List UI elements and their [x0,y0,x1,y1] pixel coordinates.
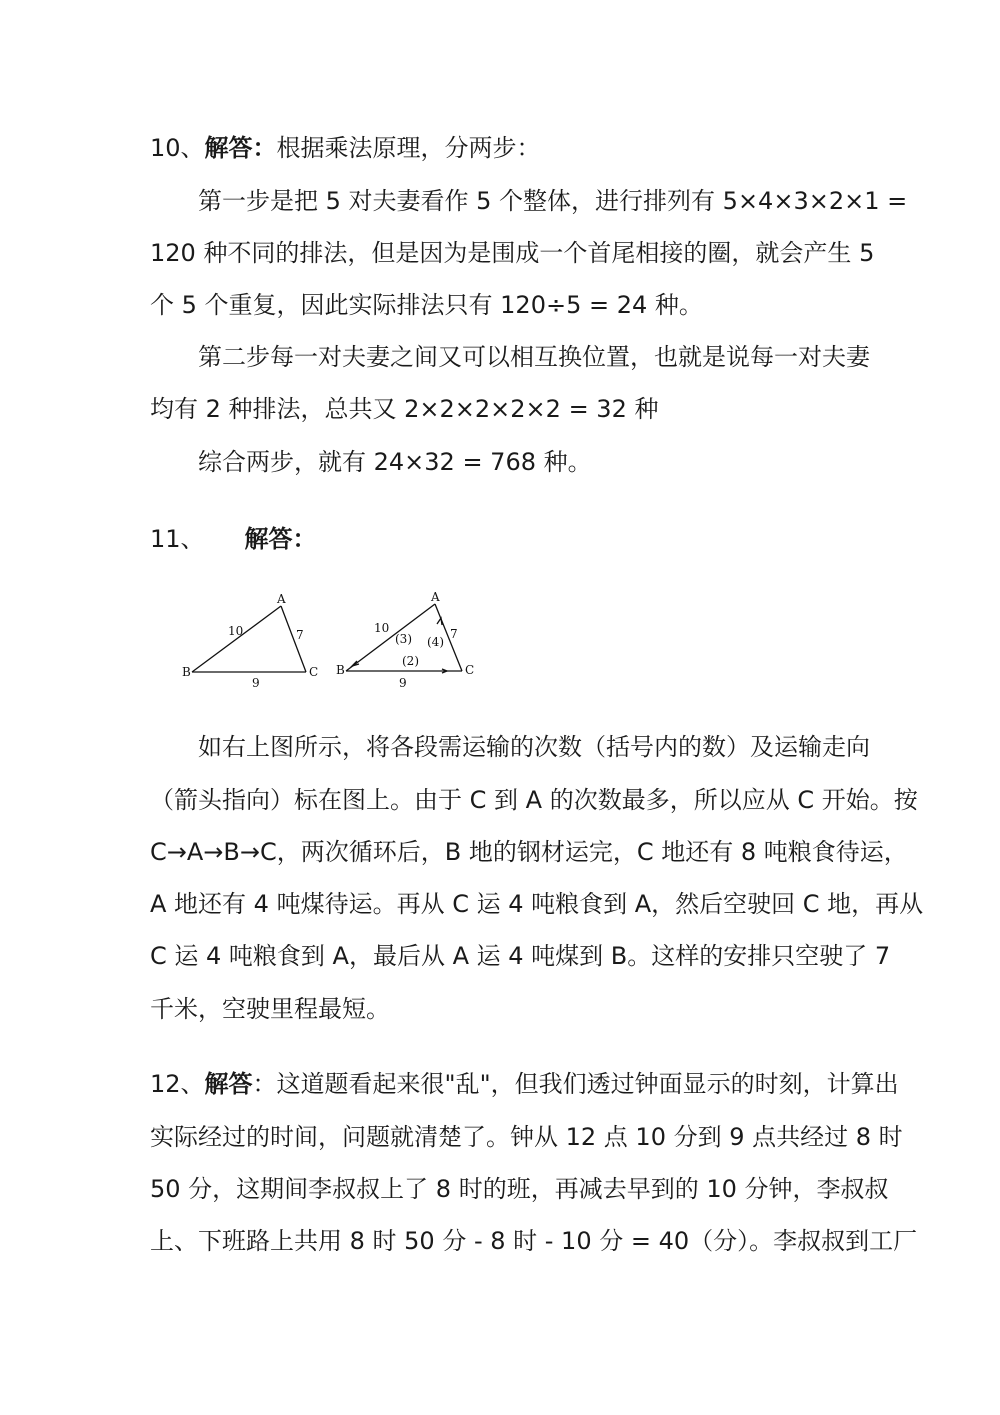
q12-heading [150,1068,899,1100]
right-label-c: C [465,663,475,677]
q11-line-2: （箭头指向）标在图上。由于 C 到 A 的次数最多，所以应从 C 开始。按 [150,786,918,814]
q11-line-1: 如右上图所示，将各段需运输的次数（括号内的数）及运输走向 [198,733,870,761]
q10-number: 10、 [150,134,205,162]
triangle-figure [176,584,486,694]
q10-line-6: 综合两步，就有 24×32 = 768 种。 [198,448,592,476]
left-label-a: A [277,592,286,606]
left-label-b: B [182,665,191,679]
left-label-bc: 9 [252,676,260,690]
right-label-ab: 10 [374,621,390,635]
q11-line-4: A 地还有 4 吨煤待运。再从 C 运 4 吨粮食到 A，然后空驶回 C 地，再从 [150,890,924,918]
q12-line-3: 上、下班路上共用 8 时 50 分 - 8 时 - 10 分 = 40（分）。李叔叔到工厂 [150,1227,918,1255]
q10-line-2: 120 种不同的排法，但是因为是围成一个首尾相接的圈，就会产生 5 [150,239,875,267]
q12-first-line: ：这道题看起来很"乱"，但我们透过钟面显示的时刻，计算出 [252,1070,899,1098]
right-label-b: B [336,663,345,677]
right-triangle [336,590,474,690]
left-label-c: C [309,665,319,679]
right-label-bc: 9 [399,676,407,690]
q10-answer-label: 解答： [204,134,277,162]
q10-line-3: 个 5 个重复，因此实际排法只有 120÷5 = 24 种。 [150,291,703,319]
left-triangle [182,592,318,690]
right-label-count-2: (2) [402,654,419,668]
q10-line-1: 第一步是把 5 对夫妻看作 5 个整体，进行排列有 5×4×3×2×1 = [198,187,908,215]
arrow-c-to-a-icon [437,618,442,625]
left-edge-ab [192,606,281,672]
q12-number: 12、 [150,1070,205,1098]
right-label-a: A [431,590,440,604]
q11-line-3: C→A→B→C，两次循环后，B 地的钢材运完，C 地还有 8 吨粮食待运， [150,838,908,866]
q12-answer-label: 解答 [204,1070,253,1098]
right-label-count-4: (4) [427,635,444,649]
q12-line-2: 50 分，这期间李叔叔上了 8 时的班，再减去早到的 10 分钟，李叔叔 [150,1175,889,1203]
q11-heading [150,523,317,555]
q10-line-4: 第二步每一对夫妻之间又可以相互换位置，也就是说每一对夫妻 [198,343,870,371]
q10-intro: 根据乘法原理，分两步： [276,134,541,162]
right-label-ac: 7 [450,627,458,641]
q11-answer-label: 解答： [244,525,317,553]
right-label-count-3: (3) [395,632,412,646]
q11-line-6: 千米，空驶里程最短。 [150,995,390,1023]
right-edge-ab [346,604,435,671]
q11-line-5: C 运 4 吨粮食到 A，最后从 A 运 4 吨煤到 B。这样的安排只空驶了 7 [150,942,891,970]
q10-line-5: 均有 2 种排法，总共又 2×2×2×2×2 = 32 种 [150,395,659,423]
q10-heading [150,132,541,164]
left-label-ab: 10 [228,624,244,638]
q11-number: 11、 [150,525,205,553]
q12-line-1: 实际经过的时间，问题就清楚了。钟从 12 点 10 分到 9 点共经过 8 时 [150,1123,903,1151]
left-label-ac: 7 [296,628,304,642]
